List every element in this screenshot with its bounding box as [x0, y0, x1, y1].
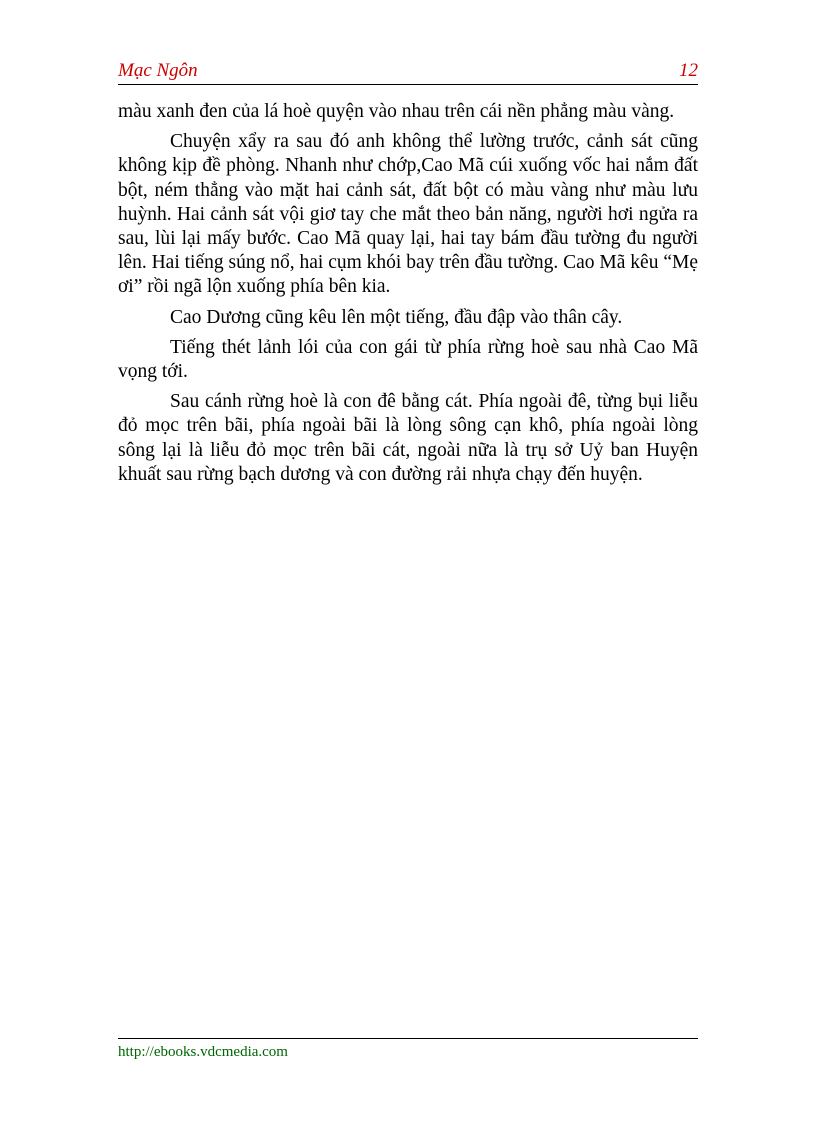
- paragraph: Sau cánh rừng hoè là con đê bằng cát. Phía ngoài đê, từng bụi liễu đỏ mọc trên bãi, phía ngoài bãi là lòng sông cạn khô, phía ngoài lòng sông lại là liễu đỏ mọc trên bãi cát, ngoài nữa là trụ sở Uỷ ban Huyện khuất sau rừng bạch dương và con đường rải nhựa chạy đến huyện.: [118, 391, 698, 485]
- paragraph: Chuyện xẩy ra sau đó anh không thể lường trước, cảnh sát cũng không kịp đề phòng. Nhanh như chớp,Cao Mã cúi xuống vốc hai nắm đất bột, ném thẳng vào mặt hai cảnh sát, đất bột có màu vàng như màu lưu huỳnh. Hai cảnh sát vội giơ tay che mắt theo bản năng, người hơi ngửa ra sau, lùi lại mấy bước. Cao Mã quay lại, hai tay bám đầu tường đu người lên. Hai tiếng súng nổ, hai cụm khói bay trên đầu tường. Cao Mã kêu “Mẹ ơi” rồi ngã lộn xuống phía bên kia.: [118, 131, 698, 298]
- paragraph: Tiếng thét lảnh lói của con gái từ phía rừng hoè sau nhà Cao Mã vọng tới.: [118, 336, 698, 383]
- page-header: [118, 60, 698, 85]
- body-text: [118, 100, 698, 493]
- header-author-title: Mạc Ngôn: [118, 60, 198, 81]
- header-page-number: 12: [679, 60, 698, 81]
- paragraph: Cao Dương cũng kêu lên một tiếng, đầu đập vào thân cây.: [170, 306, 623, 328]
- page-footer: [118, 1038, 698, 1061]
- paragraph-continuation: màu xanh đen của lá hoè quyện vào nhau trên cái nền phẳng màu vàng.: [118, 101, 675, 122]
- footer-url-link[interactable]: http://ebooks.vdcmedia.com: [118, 1044, 288, 1060]
